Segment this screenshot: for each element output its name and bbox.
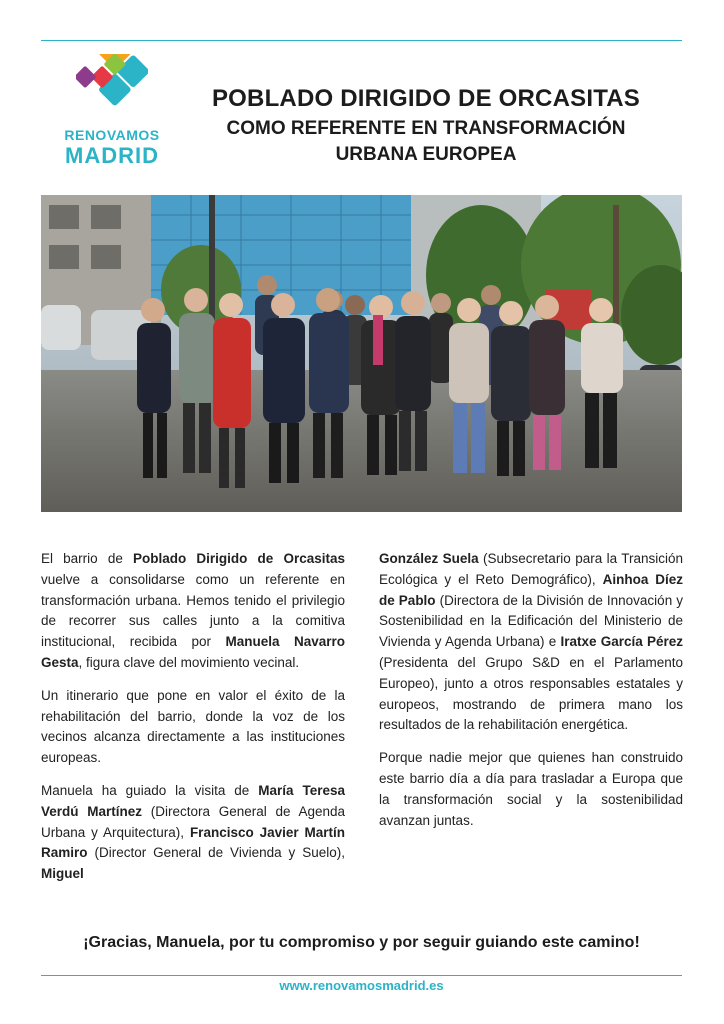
paragraph-4 xyxy=(379,549,683,736)
paragraph-1 xyxy=(41,549,345,674)
renovamos-madrid-logo xyxy=(58,52,166,176)
paragraph-3 xyxy=(41,781,345,885)
page-title xyxy=(168,84,684,168)
p1-text-c: vuelve a consolidarse como un referente en transformación urbana. Hemos tenido el privilegio de recorrer sus calles junto a la comitiva institucional, recibida por xyxy=(41,571,345,650)
thanks-message: ¡Gracias, Manuela, por tu compromiso y por seguir guiando este camino! xyxy=(83,934,640,951)
p3-text-a: Manuela ha guiado la visita de xyxy=(41,782,259,798)
group-photo xyxy=(41,195,682,512)
logo-mark-icon xyxy=(76,54,148,114)
top-rule xyxy=(41,40,682,41)
p3-bold-miguel: Miguel xyxy=(41,866,84,882)
p4-text-f: (Presidenta del Grupo S&D en el Parlamento Europeo), junto a otros responsables estatales y europeos, mostrando de primera mano los resultados de la rehabilitación energética. xyxy=(379,654,683,733)
p4-bold-gonzalez-suela: González Suela xyxy=(379,551,479,566)
title-line-3: URBANA EUROPEA xyxy=(335,144,517,165)
logo-line2: MADRID xyxy=(65,143,159,168)
p1-bold-neighborhood: Poblado Dirigido de Orcasitas xyxy=(133,551,345,566)
paragraph-5: Porque nadie mejor que quienes han construido este barrio día a día para trasladar a Europa que la transformación social y la sostenibilidad avanzan juntas. xyxy=(379,750,683,828)
p3-text-e: (Director General de Vivienda y Suelo), xyxy=(87,845,345,861)
p4-bold-ainhoa: Ainhoa Díez de Pablo xyxy=(379,571,683,608)
group-photo-illustration xyxy=(41,195,682,512)
p4-text-d: (Directora de la División de Innovación y Sostenibilidad en la Edificación del Ministerio de Vivienda y Agenda Urbana) e xyxy=(379,592,683,650)
paragraph-2: Un itinerario que pone en valor el éxito de la rehabilitación del barrio, donde la voz de los vecinos alcanza directamente a las instituciones europeas. xyxy=(41,687,345,766)
article-column-left xyxy=(41,549,345,897)
title-line-1: POBLADO DIRIGIDO DE ORCASITAS xyxy=(211,85,641,112)
p1-bold-manuela: Manuela Navarro Gesta xyxy=(41,634,345,670)
p3-bold-francisco-javier: Francisco Javier Martín Ramiro xyxy=(41,824,345,861)
bottom-rule xyxy=(41,975,682,976)
article-column-right xyxy=(379,549,683,843)
p4-bold-iratxe: Iratxe García Pérez xyxy=(560,634,683,650)
p3-text-c: (Directora General de Agenda Urbana y Arquitectura), xyxy=(41,803,345,840)
logo-line1: RENOVAMOS xyxy=(64,127,160,143)
p3-bold-maria-teresa: María Teresa Verdú Martínez xyxy=(41,782,345,819)
title-line-2: COMO REFERENTE EN TRANSFORMACIÓN xyxy=(226,118,626,139)
website-link[interactable]: www.renovamosmadrid.es xyxy=(279,978,444,993)
p1-text-a: El barrio de xyxy=(41,551,133,566)
p4-text-b: (Subsecretario para la Transición Ecológica y el Reto Demográfico), xyxy=(379,551,683,587)
p1-text-e: , figura clave del movimiento vecinal. xyxy=(78,654,300,670)
